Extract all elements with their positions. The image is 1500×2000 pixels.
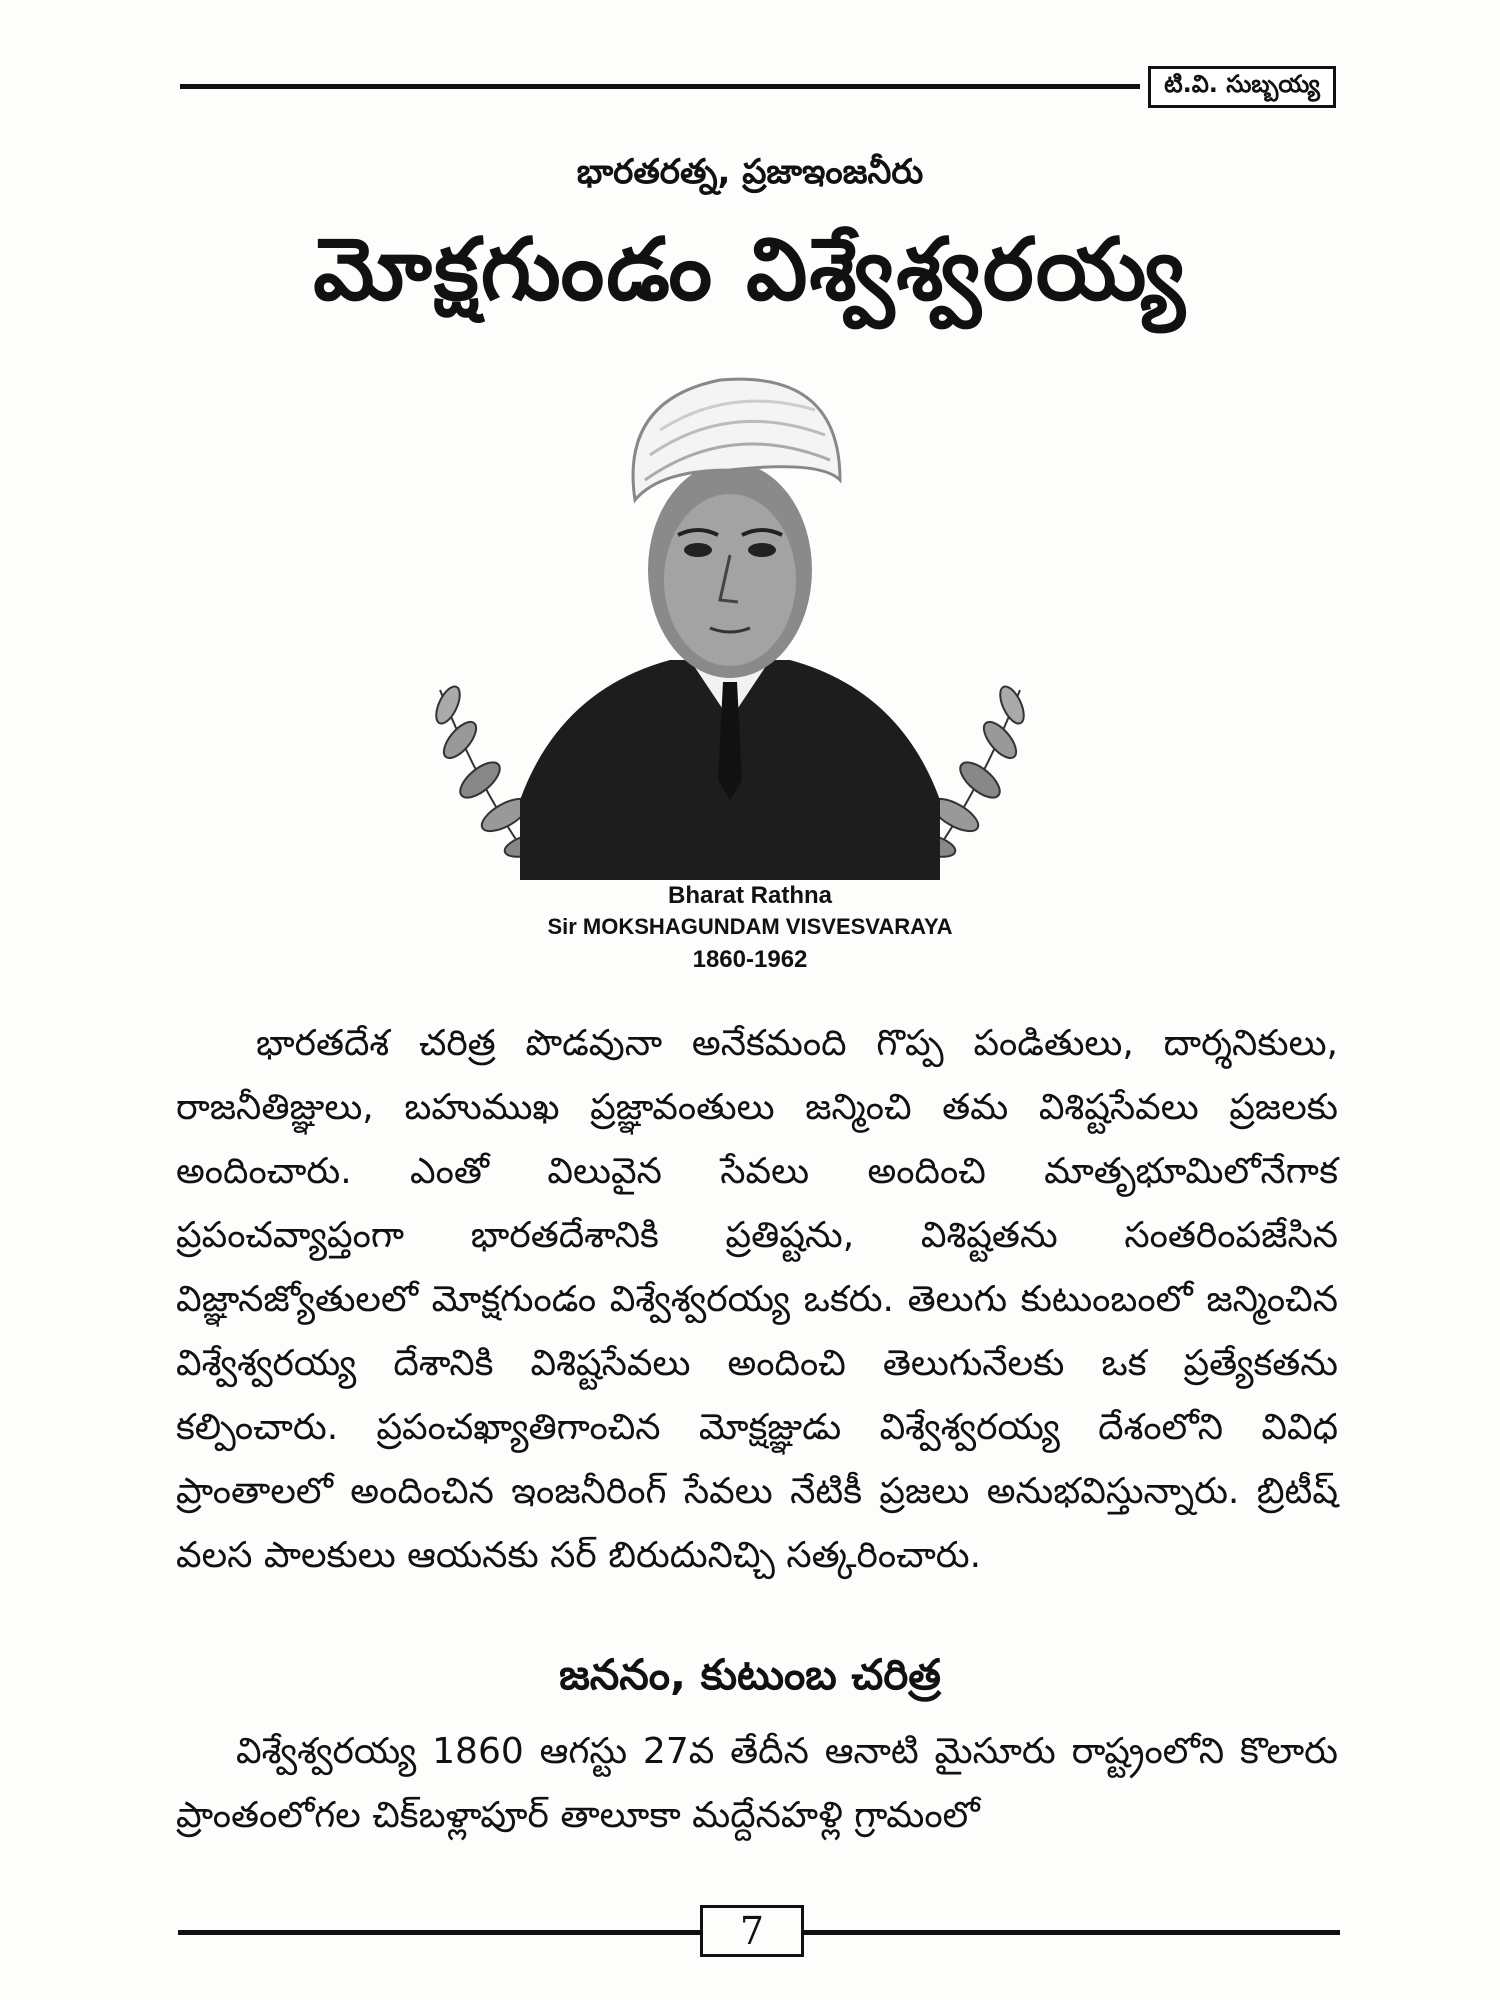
- section-heading: జననం, కుటుంబ చరిత్ర: [559, 1650, 941, 1699]
- intro-paragraph: భారతదేశ చరిత్ర పొడవునా అనేకమంది గొప్ప పండితులు, దార్శనికులు, రాజనీతిజ్ఞులు, బహుముఖ ప్రజ్ఞావంతులు జన్మించి తమ విశిష్టసేవలు ప్రజలకు అందించారు. ఎంతో విలువైన సేవలు అందించి మాతృభూమిలోనేగాక ప్రపంచవ్యాప్తంగా భారతదేశానికి ప్రతిష్టను, విశిష్టతను సంతరింపజేసిన విజ్ఞానజ్యోతులలో మోక్షగుండం విశ్వేశ్వరయ్య ఒకరు. తెలుగు కుటుంబంలో జన్మించిన విశ్వేశ్వరయ్య దేశానికి విశిష్టసేవలు అందించి తెలుగునేలకు ఒక ప్రత్యేకతను కల్పించారు. ప్రపంచఖ్యాతిగాంచిన మోక్షజ్ఞుడు విశ్వేశ్వరయ్య దేశంలోని వివిధ ప్రాంతాలలో అందించిన ఇంజనీరింగ్ సేవలు నేటికీ ప్రజలు అనుభవిస్తున్నారు. బ్రిటీష్ వలస పాలకులు ఆయనకు సర్ బిరుదునిచ్చి సత్కరించారు.: [176, 1023, 1338, 1576]
- author-name-box: టి.వి. సుబ్బయ్య: [1148, 66, 1336, 108]
- portrait-caption-years: 1860-1962: [692, 946, 808, 973]
- page-title: మోక్షగుండం విశ్వేశ్వరయ్య: [313, 220, 1187, 320]
- birth-paragraph: విశ్వేశ్వరయ్య 1860 ఆగస్టు 27వ తేదీన ఆనాటి మైసూరు రాష్ట్రంలోని కొలారు ప్రాంతంలోగల చిక్‌బళ్లాపూర్ తాలూకా మద్దేనహళ్లి గ్రామంలో: [176, 1731, 1338, 1836]
- portrait-caption-name: Sir MOKSHAGUNDAM VISVESVARAYA: [547, 914, 953, 939]
- page-subtitle: భారతరత్న, ప్రజాఇంజనీరు: [576, 152, 924, 192]
- page-number: 7: [700, 1905, 804, 1957]
- header-rule: [180, 84, 1140, 89]
- portrait-caption-title: Bharat Rathna: [667, 882, 833, 909]
- portrait-illustration: [420, 360, 1040, 880]
